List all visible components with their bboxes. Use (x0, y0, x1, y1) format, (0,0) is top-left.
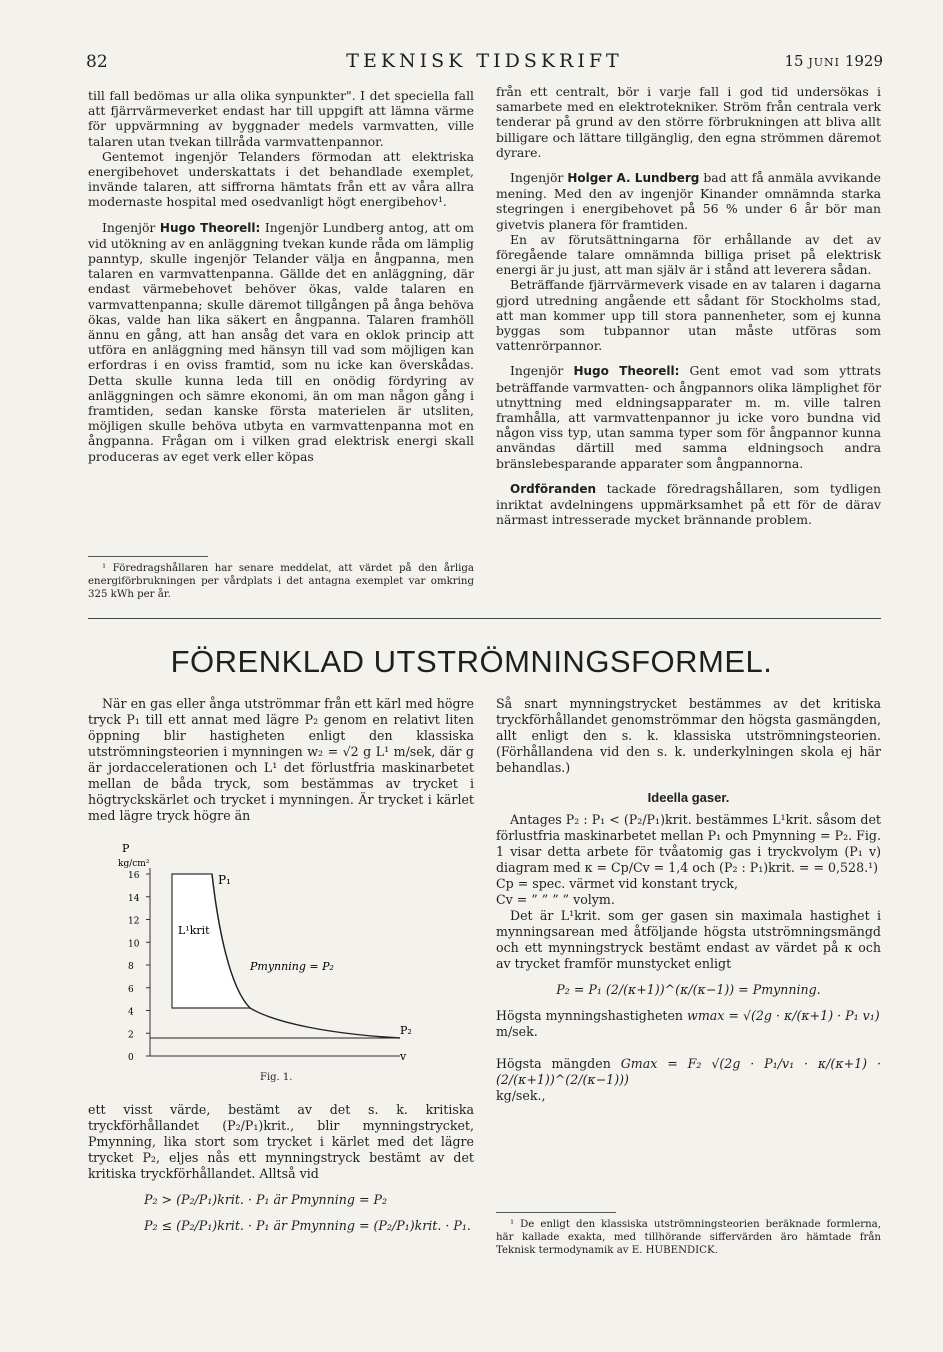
paragraph: ett visst värde, bestämt av det s. k. kritiska tryckförhållandet (P₂/P₁)krit., blir mynningstrycket, Pmynning, lika stort som trycket i kärlet med det lägre trycket P₂, eljes nås ett mynningstryck bestämt av det kritiska tryckförhållandet. Alltså vid (88, 1102, 474, 1181)
article-title: FÖRENKLAD UTSTRÖMNINGSFORMEL. (170, 644, 773, 679)
paragraph: Gentemot ingenjör Telanders förmodan att elektriska energibehovet underskattats i det behandlade exemplet, invände talaren, att siffrorna hämtats från ett av våra allra modernaste hospital med osedvanligt högt energibehov¹. (88, 148, 474, 210)
definition: Cv = ” ” ” ” volym. (496, 892, 615, 907)
article-footnote: ¹ De enligt den klassiska utströmningsteorien beräknade formlerna, här kallade exakta, med tillhörande siffervärden äro hämtade från Teknisk termodynamik av E. HUBENDICK. (496, 1219, 881, 1256)
equation-pressure: P₂ = P₁ (2/(κ+1))^(κ/(κ−1)) = Pmynning. (556, 982, 821, 997)
top-right-column (496, 84, 881, 527)
pv-diagram (100, 838, 440, 1088)
y-tick-label: 8 (128, 962, 134, 972)
v-label: v (400, 1050, 407, 1063)
article-right-column (496, 696, 881, 1104)
footnote-rule (496, 1212, 616, 1213)
y-tick-label: 2 (128, 1030, 134, 1041)
condition-2: P₂ ≤ (P₂/P₁)krit. · P₁ är Pmynning = (P₂/P₁)krit. · P₁. (144, 1218, 471, 1233)
paragraph: En av förutsättningarna för erhållande av det av föregående talare omnämnda billiga priset på elektrisk energi är ju just, att man själv är i stånd att leverera sådan. (496, 231, 881, 278)
y-tick-label: 10 (128, 939, 140, 950)
article-left-column (88, 696, 474, 824)
section-subheading: Ideella gaser. (647, 790, 730, 805)
speaker-paragraph: Ingenjör Holger A. Lundberg bad att få anmäla avvikande mening. Med den av ingenjör Kinander omnämnda starka stegringen i energibehovet på 56 % under 6 år bör man givetvis planera för framtiden. (496, 170, 881, 232)
pmynning-label: Pmynning = P₂ (250, 960, 334, 973)
paragraph: Så snart mynningstrycket bestämmes av det kritiska tryckförhållandet genomströmmar den högsta gasmängden, allt enligt den s. k. klassiska utströmningsteorien. (Förhållandena vid den s. k. underkylningen skola ej här behandlas.) (496, 696, 881, 775)
y-axis-label: P (122, 842, 130, 855)
y-unit-label: kg/cm² (118, 859, 150, 869)
paragraph: från ett centralt, bör i varje fall i god tid undersökas i samarbete med en elektrotekniker. Ström från centrala verk tenderar på grund av den större förbrukningen att bliva allt billigare och lättare tillgänglig, den egna strömmen däremot dyrare. (496, 84, 881, 160)
article-left-continued (88, 1102, 474, 1244)
speaker-name: Hugo Theorell: (573, 364, 680, 379)
speaker-name: Holger A. Lundberg (567, 171, 700, 186)
y-ticks (128, 871, 150, 1063)
section-divider (88, 618, 881, 619)
page-header (86, 48, 883, 78)
top-left-column (88, 88, 474, 464)
chair-name: Ordföranden (510, 481, 597, 496)
paragraph: Antages P₂ : P₁ < (P₂/P₁)krit. bestämmes L¹krit. såsom det förlustfria maskinarbetet mellan P₁ och Pmynning = P₂. Fig. 1 visar detta arbete för tvåatomig gas i tryckvolym (P₁ v) diagram med κ = Cp/Cv = 1,4 och (P₂ : P₁)krit. = = 0,528.¹) (496, 812, 881, 875)
y-tick-label: 14 (128, 893, 140, 904)
lkrit-area (172, 874, 250, 1008)
speaker-paragraph: Ingenjör Hugo Theorell: Ingenjör Lundberg antog, att om vid utökning av en anläggning tvekan kunde råda om lämplig panntyp, skulle ingenjör Telander välja en ångpanna, men talaren en varmvattenpanna. Gällde det en anläggning, där endast värmebehovet behöver ökas, valde talaren en varmvattenpanna; skulle däremot tillgången på ånga behöva ökas, valde han lika säkert en ångpanna. Talaren framhöll ännu en gång, att han ansåg det vara en oklok princip att utföra en anläggning med hänsyn till vad som möjligen kan erfordras i en oviss framtid, som nu icke kan överskådas. Detta skulle kunna leda till en onödig fördyring av anläggningen och sämre ekonomi, än om man någon gång i framtiden, sedan kanske första materielen är utsliten, möjligen skulle behöva utbyta en varmvattenpanna mot en ångpanna. Frågan om i vilken grad elektrisk energi skall produceras av eget verk eller köpas (88, 219, 474, 464)
p1-label: P₁ (218, 873, 231, 887)
page-number: 82 (86, 52, 108, 72)
y-tick-label: 12 (128, 916, 140, 927)
issue-date: 15 JUNI 1929 (784, 52, 883, 70)
equation-mass: Högsta mängden Gmax = F₂ √(2g · P₁/v₁ · κ/(κ+1) · (2/(κ+1))^(2/(κ−1))) (496, 1056, 881, 1087)
lkrit-label: L¹krit (178, 924, 210, 937)
y-tick-label: 6 (128, 984, 134, 995)
chair-paragraph: Ordföranden tackade föredragshållaren, som tydligen inriktat avdelningens uppmärksamhet på ett för de därav närmast intresserade mycket brännande problem. (496, 480, 881, 528)
y-tick-label: 16 (128, 871, 140, 881)
paragraph: Det är L¹krit. som ger gasen sin maximala hastighet i mynningsarean med åtföljande högsta utströmningsmängd och ett mynningstryck bestämt endast av värdet på κ och av trycket framför munstycket enligt (496, 908, 881, 971)
footnote-rule (88, 556, 208, 557)
paragraph: till fall bedömas ur alla olika synpunkter". I det speciella fall att fjärrvärmeverket endast har till uppgift att lämna värme för uppvärmning av byggnader medels varmvatten, ville talaren utan tvekan tillråda varmvattenpannor. (88, 88, 474, 149)
y-tick-label: 0 (128, 1053, 134, 1063)
p2-label: P₂ (400, 1024, 412, 1037)
journal-title: TEKNISK TIDSKRIFT (346, 50, 623, 72)
velocity-unit: m/sek. (496, 1024, 538, 1039)
paragraph: Beträffande fjärrvärmeverk visade en av talaren i dagarna gjord utredning angående ett sådant för Stockholms stad, att man kommer upp till stora pannenheter, som ej kunna byggas som tubpannor utan måste utföras som vattenrörpannor. (496, 277, 881, 354)
figure-caption: Fig. 1. (260, 1072, 293, 1083)
paragraph: När en gas eller ånga utströmmar från ett kärl med högre tryck P₁ till ett annat med lägre P₂ genom en relativt liten öppning blir hastigheten enligt den klassiska utströmningsteorien i mynningen w₂ = √2 g L¹ m/sek, där g är jordaccelerationen och L¹ det förlustfria maskinarbetet mellan de båda tryck, som bestämmas av trycket i högtryckskärlet och trycket i mynningen. Är trycket i kärlet med lägre tryck högre än (88, 696, 474, 823)
speaker-name: Hugo Theorell: (159, 220, 261, 235)
condition-1: P₂ > (P₂/P₁)krit. · P₁ är Pmynning = P₂ (144, 1192, 388, 1207)
speaker-paragraph: Ingenjör Hugo Theorell: Gent emot vad som yttrats beträffande varmvatten- och ångpannors olika lämplighet för utnyttning med eldningsapparater m. m. ville talren framhålla, att varmvattenpannor ju icke voro bundna vid någon viss typ, utan samma typer som för ångpannor kunna användas därtill med samma eldningsoch andra bränslebesparande apparater som ångpannorna. (496, 363, 881, 471)
y-tick-label: 4 (128, 1007, 134, 1018)
mass-unit: kg/sek., (496, 1088, 546, 1103)
expansion-curve (212, 874, 400, 1038)
equation-velocity: Högsta mynningshastigheten wmax = √(2g · κ/(κ+1) · P₁ v₁) (496, 1008, 880, 1023)
definition: Cp = spec. värmet vid konstant tryck, (496, 876, 739, 891)
footnote: ¹ Föredragshållaren har senare meddelat, att värdet på den årliga energiförbrukningen per vårdplats i det antagna exemplet var omkring 325 kWh per år. (88, 563, 474, 600)
